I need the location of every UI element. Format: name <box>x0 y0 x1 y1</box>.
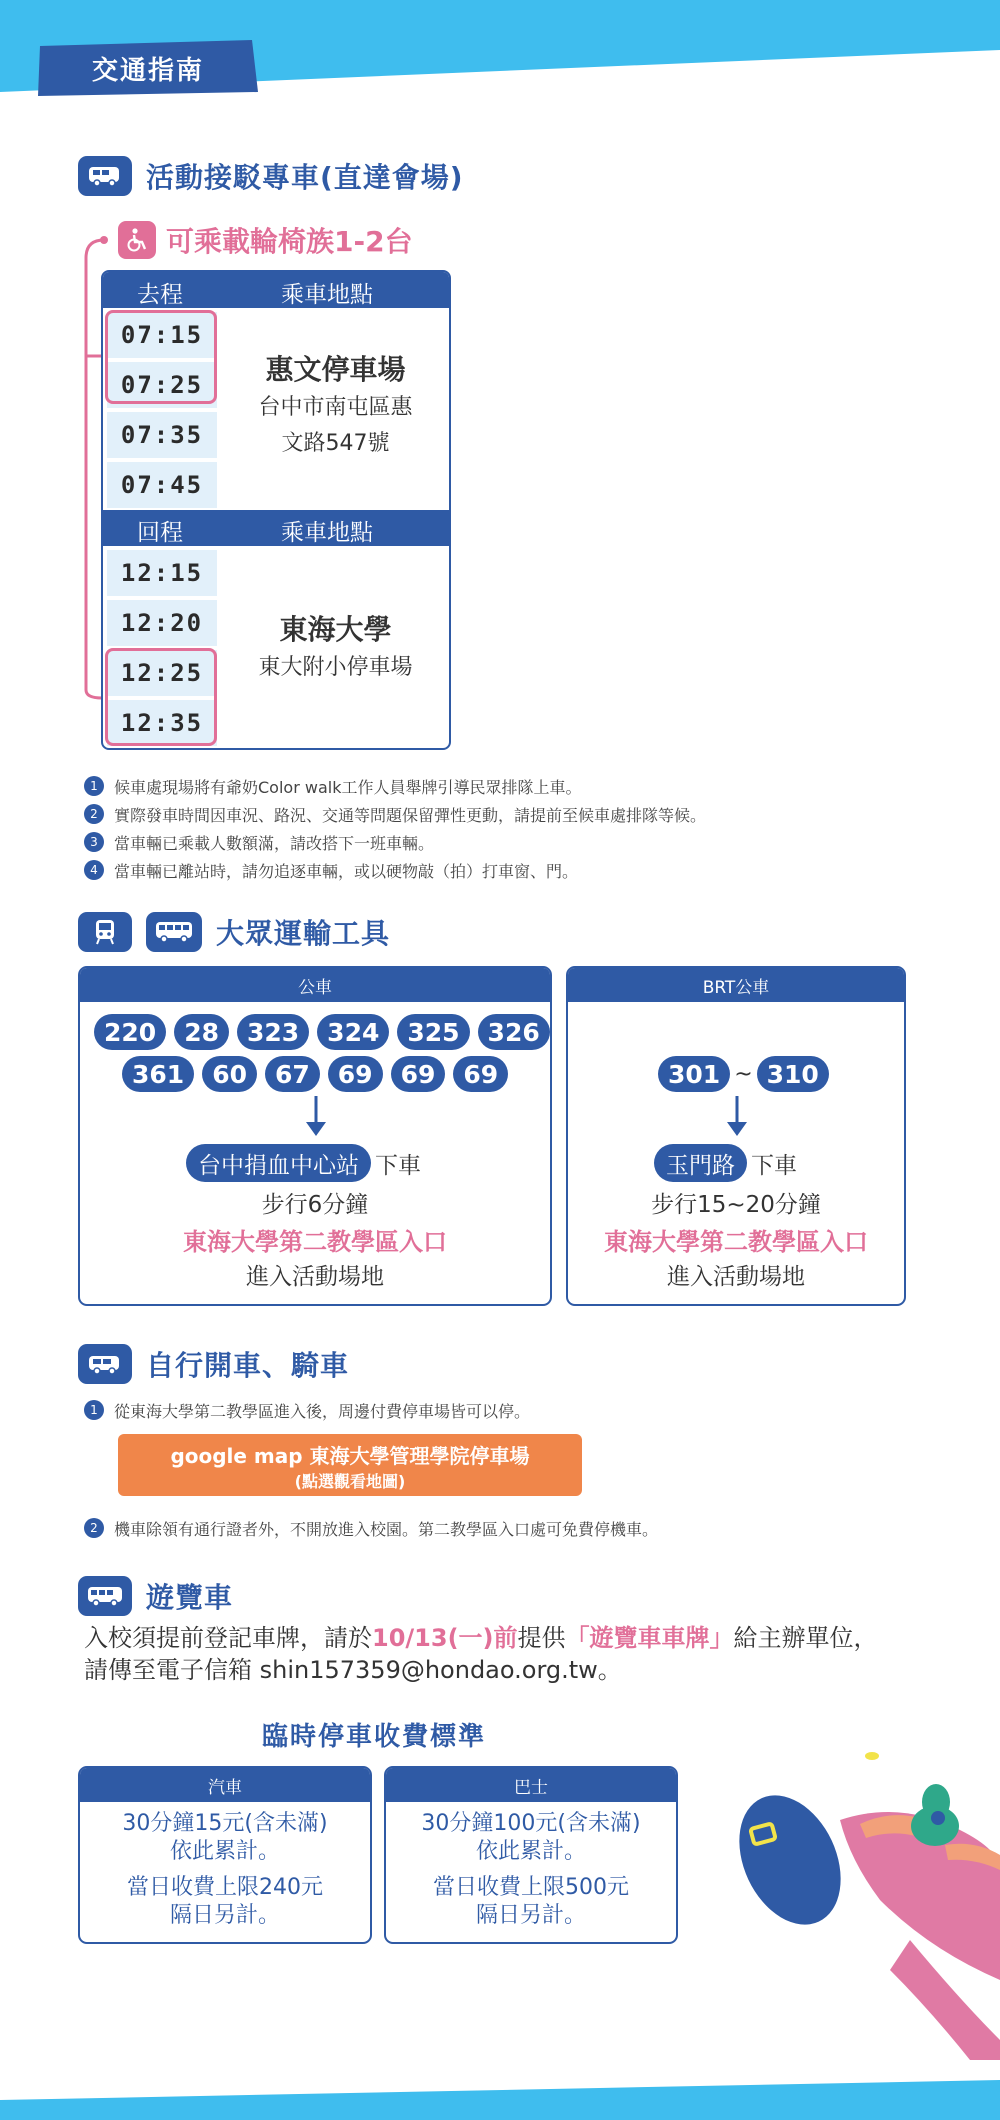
note-text: 候車處現場將有爺奶Color walk工作人員舉牌引導民眾排隊上車。 <box>114 777 582 797</box>
tour-bus-instructions <box>84 1622 878 1686</box>
note-item <box>84 828 706 856</box>
shuttle-notes <box>84 772 706 884</box>
public-transport-title: 大眾運輸工具 <box>216 917 391 950</box>
return-place-name: 東海大學 <box>279 613 392 646</box>
self-drive-header <box>78 1344 349 1384</box>
note-number: 1 <box>84 1400 104 1420</box>
bus-icon <box>146 912 202 952</box>
car-fee-header: 汽車 <box>80 1768 370 1802</box>
dancer-illustration <box>730 1740 1000 2060</box>
outbound-time: 07:15 <box>107 312 217 358</box>
bus-route: 326 <box>478 1014 550 1050</box>
bus-route: 323 <box>237 1014 309 1050</box>
tour-bus-text: 入校須提前登記車牌，請於 <box>84 1624 372 1652</box>
brt-alight-text: 下車 <box>751 1152 797 1179</box>
parking-fee-title: 臨時停車收費標準 <box>262 1722 487 1752</box>
brt-enter-text: 進入活動場地 <box>667 1264 805 1290</box>
bus-card-header: 公車 <box>80 968 550 1002</box>
self-drive-title: 自行開車、騎車 <box>146 1349 350 1382</box>
return-col-place: 乘車地點 <box>281 520 373 546</box>
google-map-button-sublabel: (點選觀看地圖) <box>294 1472 406 1491</box>
return-time: 12:15 <box>107 550 217 596</box>
note-item <box>84 856 706 884</box>
outbound-time: 07:25 <box>107 362 217 408</box>
outbound-col-time: 去程 <box>137 282 183 308</box>
bus-route: 220 <box>94 1014 166 1050</box>
note-number: 1 <box>84 776 104 796</box>
outbound-place-addr: 文路547號 <box>281 431 390 456</box>
note-number: 2 <box>84 804 104 824</box>
google-map-button-label: google map 東海大學管理學院停車場 <box>170 1444 530 1468</box>
car-fee-card <box>78 1766 372 1944</box>
brt-route-range-tilde: ~ <box>734 1061 753 1087</box>
bus-fee-cap-note: 隔日另計。 <box>475 1903 586 1928</box>
bus-fee-cap: 當日收費上限500元 <box>433 1875 629 1900</box>
brt-routes <box>658 1056 829 1092</box>
bus-route: 28 <box>174 1014 229 1050</box>
brt-stop-name: 玉門路 <box>654 1144 747 1182</box>
bus-enter-text: 進入活動場地 <box>246 1264 384 1290</box>
note-item <box>84 800 706 828</box>
shuttle-section-header <box>78 156 464 196</box>
bus-route: 69 <box>453 1056 508 1092</box>
outbound-col-place: 乘車地點 <box>281 282 373 308</box>
public-transport-header <box>78 912 390 952</box>
tour-bus-header <box>78 1576 233 1616</box>
bus-route: 60 <box>202 1056 257 1092</box>
bus-route: 325 <box>397 1014 469 1050</box>
outbound-place-name: 惠文停車場 <box>265 353 406 386</box>
car-icon <box>78 1344 132 1384</box>
bus-routes-row-1 <box>94 1014 550 1050</box>
car-fee-body <box>80 1802 370 1938</box>
return-header <box>103 510 449 546</box>
tour-bus-line-1 <box>84 1622 878 1654</box>
brt-stop-line <box>654 1144 797 1182</box>
return-time: 12:20 <box>107 600 217 646</box>
wheelchair-highlight <box>105 648 217 746</box>
note-text: 機車除領有通行證者外，不開放進入校園。第二教學區入口處可免費停機車。 <box>114 1519 659 1539</box>
tour-bus-text: 提供 <box>517 1624 566 1652</box>
page-title: 交通指南 <box>91 55 204 86</box>
bottom-banner <box>0 2050 1000 2120</box>
car-fee-cap-note: 隔日另計。 <box>169 1903 280 1928</box>
bus-stop-line <box>186 1144 421 1182</box>
note-number: 2 <box>84 1518 104 1538</box>
wheelchair-text: 可乘載輪椅族1-2台 <box>166 225 413 258</box>
brt-entrance-text: 東海大學第二教學區入口 <box>604 1228 868 1256</box>
outbound-header <box>103 272 449 308</box>
note-text: 當車輛已乘載人數額滿，請改搭下一班車輛。 <box>114 833 435 853</box>
bus-stop-name: 台中捐血中心站 <box>186 1144 371 1182</box>
brt-walk-text: 步行15~20分鐘 <box>651 1192 821 1218</box>
arrow-down-icon <box>303 1096 329 1140</box>
self-drive-note-2 <box>84 1514 658 1542</box>
note-text: 當車輛已離站時，請勿追逐車輛，或以硬物敲（拍）打車窗、門。 <box>114 861 579 881</box>
tour-bus-text: 給主辦單位， <box>733 1624 878 1652</box>
note-text: 實際發車時間因車況、路況、交通等問題保留彈性更動，請提前至候車處排隊等候。 <box>114 805 707 825</box>
note-text: 從東海大學第二教學區進入後，周邊付費停車場皆可以停。 <box>114 1401 531 1421</box>
shuttle-timetable <box>101 270 451 750</box>
shuttle-section-title: 活動接駁專車(直達會場) <box>146 161 464 194</box>
brt-card-header: BRT公車 <box>568 968 904 1002</box>
tour-bus-title: 遊覽車 <box>146 1581 234 1614</box>
brt-route: 301 <box>658 1056 730 1092</box>
brt-route: 310 <box>757 1056 829 1092</box>
tour-bus-line-2: 請傳至電子信箱 shin157359@hondao.org.tw。 <box>84 1656 622 1684</box>
return-time: 12:35 <box>107 700 217 746</box>
wheelchair-highlight <box>105 310 217 404</box>
bus-routes-row-2 <box>122 1056 508 1092</box>
return-place-addr: 東大附小停車場 <box>258 655 413 680</box>
bus-route: 67 <box>265 1056 320 1092</box>
bus-fee-rate: 30分鐘100元(含未滿) <box>421 1811 641 1836</box>
bus-route: 69 <box>391 1056 446 1092</box>
bus-fee-rate-note: 依此累計。 <box>475 1839 586 1864</box>
bus-route: 361 <box>122 1056 194 1092</box>
self-drive-note-1 <box>84 1396 530 1424</box>
note-number: 3 <box>84 832 104 852</box>
bus-walk-text: 步行6分鐘 <box>261 1192 369 1218</box>
outbound-time: 07:35 <box>107 412 217 458</box>
bus-entrance-text: 東海大學第二教學區入口 <box>183 1228 447 1256</box>
car-fee-rate-note: 依此累計。 <box>169 1839 280 1864</box>
van-icon <box>78 156 132 196</box>
wheelchair-icon <box>118 221 156 259</box>
arrow-down-icon <box>724 1096 750 1140</box>
google-map-button[interactable] <box>118 1434 582 1496</box>
note-item <box>84 772 706 800</box>
bus-fee-body <box>386 1802 676 1938</box>
tour-bus-plate: 「遊覽車車牌」 <box>565 1624 734 1652</box>
car-fee-cap: 當日收費上限240元 <box>127 1875 323 1900</box>
bus-alight-text: 下車 <box>375 1152 421 1179</box>
bus-route: 69 <box>328 1056 383 1092</box>
wheelchair-note <box>118 220 413 260</box>
bus-fee-card <box>384 1766 678 1944</box>
bus-fee-header: 巴士 <box>386 1768 676 1802</box>
bus-route: 324 <box>317 1014 389 1050</box>
return-col-time: 回程 <box>137 520 183 546</box>
outbound-place-addr: 台中市南屯區惠 <box>258 395 413 420</box>
outbound-time: 07:45 <box>107 462 217 508</box>
note-number: 4 <box>84 860 104 880</box>
return-time: 12:25 <box>107 650 217 696</box>
tour-bus-deadline: 10/13(一)前 <box>372 1624 518 1652</box>
coach-icon <box>78 1576 132 1616</box>
car-fee-rate: 30分鐘15元(含未滿) <box>122 1811 328 1836</box>
train-icon <box>78 912 132 952</box>
